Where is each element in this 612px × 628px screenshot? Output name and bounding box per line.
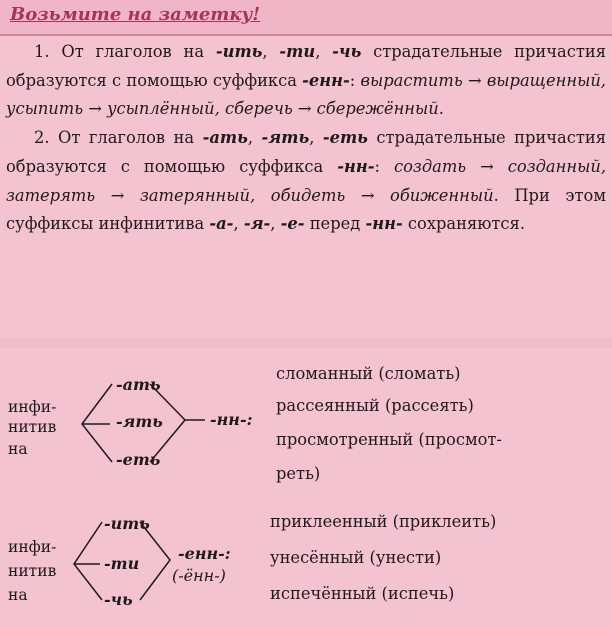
ending: -ать <box>202 128 248 148</box>
suffix: -я- <box>243 214 271 234</box>
suffix: -нн-: <box>210 410 253 429</box>
colon: : <box>349 70 361 90</box>
infinitive-label: инфи- <box>8 398 57 416</box>
examples: вырастить → выращенный, усыпить → усыплённый, сберечь → сбережённый. <box>6 70 606 119</box>
rule-2-number: 2. <box>34 128 50 148</box>
ending: -ти <box>104 554 140 573</box>
comma: , <box>315 42 333 61</box>
ending: -еть <box>322 128 368 148</box>
suffix: -а- <box>209 214 234 234</box>
ending: -ить <box>215 42 263 61</box>
examples: создать → созданный, затерять → затерянный, обидеть → обиженный <box>6 156 606 205</box>
separator-band <box>0 338 612 348</box>
ending: -ять <box>261 128 310 148</box>
ending: -ить <box>104 514 150 533</box>
infinitive-label: на <box>8 586 28 604</box>
scheme-1 <box>0 362 612 496</box>
rule-1-text: От глаголов на <box>61 42 216 61</box>
ending: -ать <box>116 375 161 394</box>
comma: , <box>309 128 323 148</box>
rule-2-text: . При этом суффиксы инфинитива <box>6 185 606 234</box>
header-title: Возьмите на заметку! <box>10 4 261 25</box>
example: сломанный (сломать) <box>276 364 461 383</box>
example: испечённый (испечь) <box>270 584 455 603</box>
example: просмотренный (просмот- <box>276 430 502 449</box>
suffix: -нн- <box>337 156 375 176</box>
ending: -чь <box>104 590 133 609</box>
rule-2-text: От глаголов на <box>58 128 203 148</box>
rule-2: 2. От глаголов на -ать, -ять, -еть страдательные причастия образуются с помощью суффикса -нн-: создать → созданный, затерять → затерянный, обидеть → обиженный. При этом суффиксы инфинитива -а-, -я-, -е- перед -нн- сохраняются. <box>6 128 606 234</box>
rule-1-number: 1. <box>34 42 50 61</box>
suffix: -енн-: <box>178 544 231 563</box>
rules-text <box>6 38 606 239</box>
rule-1 <box>6 38 606 124</box>
ending: -чь <box>332 42 362 61</box>
comma: , <box>262 42 280 61</box>
comma: , <box>247 128 262 148</box>
suffix: -енн- <box>302 70 350 90</box>
header-bar <box>0 0 612 36</box>
infinitive-label: инфи- <box>8 538 57 556</box>
rule-2-text: сохраняются. <box>402 214 525 234</box>
example: рассеянный (рассеять) <box>276 396 474 415</box>
rule-1-text: страдательные причастия образуются с помощью суффикса <box>6 42 607 90</box>
infinitive-label: на <box>8 440 28 458</box>
suffix-alt: (-ённ-) <box>172 566 226 585</box>
ending: -ять <box>116 412 163 431</box>
scheme-2 <box>0 510 612 620</box>
ending: -еть <box>116 450 161 469</box>
infinitive-label: нитив <box>8 562 57 580</box>
ending: -ти <box>279 42 316 61</box>
rule-2-text: страдательные причастия образуются с помощью суффикса <box>6 128 606 176</box>
rule-2-text: перед <box>304 214 366 234</box>
colon: : <box>374 156 395 176</box>
example: унесённый (унести) <box>270 548 442 567</box>
example: реть) <box>276 464 321 483</box>
example: приклеенный (приклеить) <box>270 512 497 531</box>
suffix: -е- <box>280 214 305 234</box>
suffix: -нн- <box>365 214 403 234</box>
infinitive-label: нитив <box>8 418 57 436</box>
